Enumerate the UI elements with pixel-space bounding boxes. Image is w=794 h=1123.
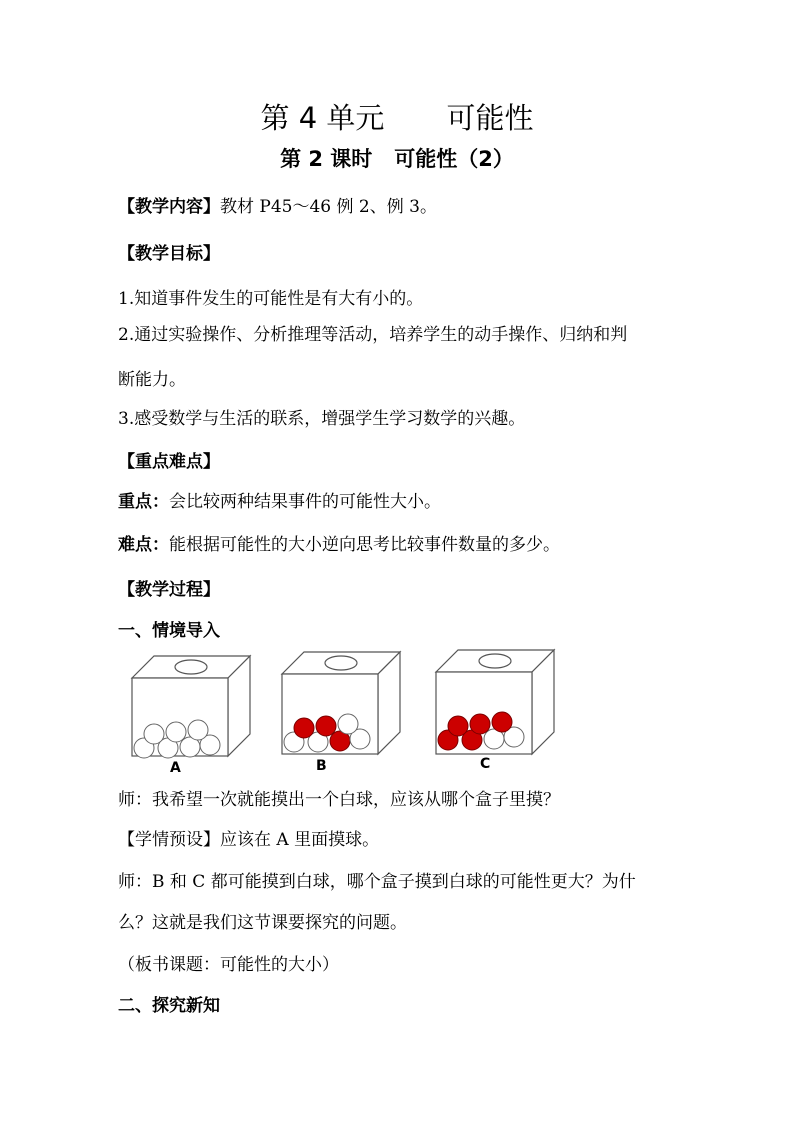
ball-boxes-figure [118, 648, 578, 778]
key-point [118, 488, 718, 516]
teacher-question-2: 师：B 和 C 都可能摸到白球，哪个盒子摸到白球的可能性更大？为什 [118, 872, 636, 892]
teaching-content-label: 【教学内容】 [118, 197, 220, 217]
box-label-a: A [170, 760, 181, 776]
red-ball [294, 718, 314, 738]
student-preset-text: 应该在 A 里面摸球。 [220, 830, 380, 850]
key-point-text: 会比较两种结果事件的可能性大小。 [169, 492, 441, 512]
section-heading-intro: 一、情境导入 [118, 621, 220, 641]
unit-title [0, 98, 794, 138]
white-ball [188, 720, 208, 740]
unit-topic: 可能性 [446, 101, 534, 135]
board-title-note: （板书课题：可能性的大小） [118, 955, 339, 975]
objective-item: 1.知道事件发生的可能性是有大有小的。 [118, 289, 424, 309]
objective-item: 3.感受数学与生活的联系，增强学生学习数学的兴趣。 [118, 409, 526, 429]
red-ball [448, 716, 468, 736]
lesson-topic: 可能性（2） [394, 147, 514, 171]
objectives-heading: 【教学目标】 [118, 244, 220, 264]
process-heading: 【教学过程】 [118, 580, 220, 600]
box-hole [175, 660, 207, 674]
white-ball [144, 724, 164, 744]
teaching-content-text: 教材 P45～46 例 2、例 3。 [220, 197, 437, 217]
teacher-question-2-cont: 么？这就是我们这节课要探究的问题。 [118, 913, 407, 933]
section-heading-explore: 二、探究新知 [118, 996, 220, 1016]
lesson-number: 第 2 课时 [280, 147, 373, 171]
red-ball [492, 712, 512, 732]
hard-point-label: 难点： [118, 535, 169, 555]
lesson-title [0, 143, 794, 175]
box-label-c: C [480, 756, 491, 772]
box-hole [479, 654, 511, 668]
student-preset-label: 【学情预设】 [118, 830, 220, 850]
objective-item: 2.通过实验操作、分析推理等活动，培养学生的动手操作、归纳和判 [118, 325, 628, 345]
hard-point-text: 能根据可能性的大小逆向思考比较事件数量的多少。 [169, 535, 560, 555]
objective-item: 断能力。 [118, 370, 186, 390]
teacher-question-1: 师：我希望一次就能摸出一个白球，应该从哪个盒子里摸？ [118, 790, 560, 810]
white-ball [338, 714, 358, 734]
student-preset [118, 826, 718, 854]
hard-point [118, 531, 718, 559]
red-ball [470, 714, 490, 734]
unit-number: 第 4 单元 [260, 101, 385, 135]
keypoints-heading: 【重点难点】 [118, 452, 220, 472]
red-ball [316, 716, 336, 736]
ball-boxes-illustration [118, 648, 578, 778]
key-point-label: 重点： [118, 492, 169, 512]
box-label-b: B [316, 758, 327, 774]
box-hole [325, 656, 357, 670]
white-ball [166, 722, 186, 742]
teaching-content [118, 193, 718, 221]
